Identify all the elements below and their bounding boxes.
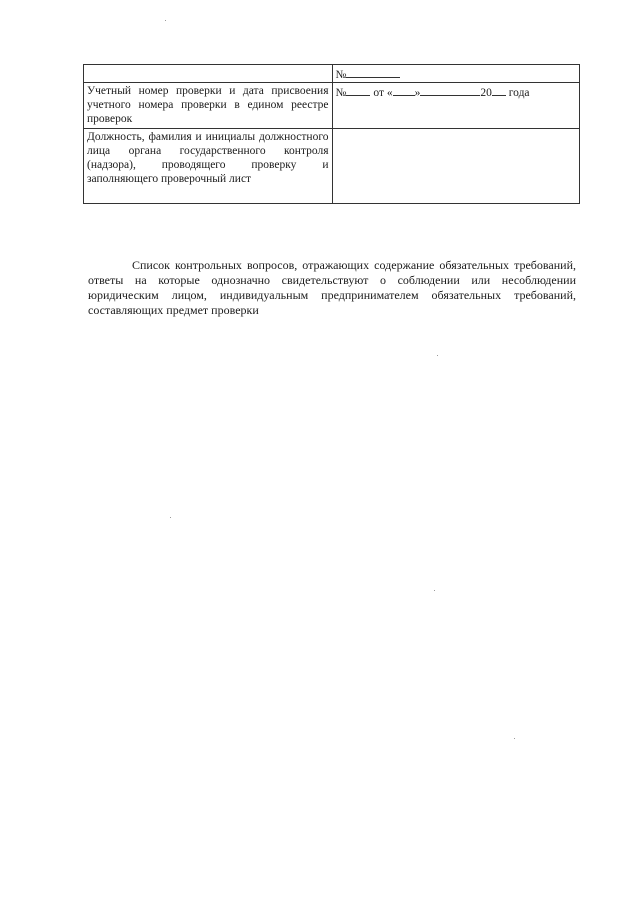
month-blank (420, 84, 480, 96)
year-blank (492, 84, 506, 96)
official-value (332, 129, 580, 204)
inspection-info-table (83, 64, 580, 204)
scan-speck (170, 517, 171, 518)
number-blank (346, 66, 400, 78)
scan-speck (165, 20, 166, 21)
scan-speck (514, 738, 515, 739)
checklist-intro: Список контрольных вопросов, отражающих содержание обязательных требований, ответы на которые однозначно свидетельствуют о соблюдении или несоблюдении юридическим лицом, индивидуальным предпринимателем обязательных требований, составляющих предмет проверки (88, 258, 576, 317)
quote-close: » (414, 87, 421, 99)
year-word: года (508, 87, 530, 99)
official-label: Должность, фамилия и инициалы должностного лица органа государственного контроля (надзора), проводящего проверку и заполняющего проверочный лист (84, 129, 333, 204)
accounting-number-blank (346, 84, 370, 96)
scan-speck (437, 355, 438, 356)
scan-speck (434, 590, 435, 591)
table-row-official (84, 129, 580, 204)
accounting-number-sign: № (335, 87, 347, 99)
from-text: от « (373, 87, 393, 99)
year-prefix: 20 (480, 87, 492, 99)
accounting-value (332, 83, 580, 129)
table-row-number (84, 65, 580, 83)
number-cell (332, 65, 580, 83)
number-sign: № (335, 69, 347, 81)
table-row-accounting (84, 83, 580, 129)
empty-cell (84, 65, 333, 83)
day-blank (393, 84, 415, 96)
accounting-label: Учетный номер проверки и дата присвоения учетного номера проверки в едином реестре проверок (84, 83, 333, 129)
